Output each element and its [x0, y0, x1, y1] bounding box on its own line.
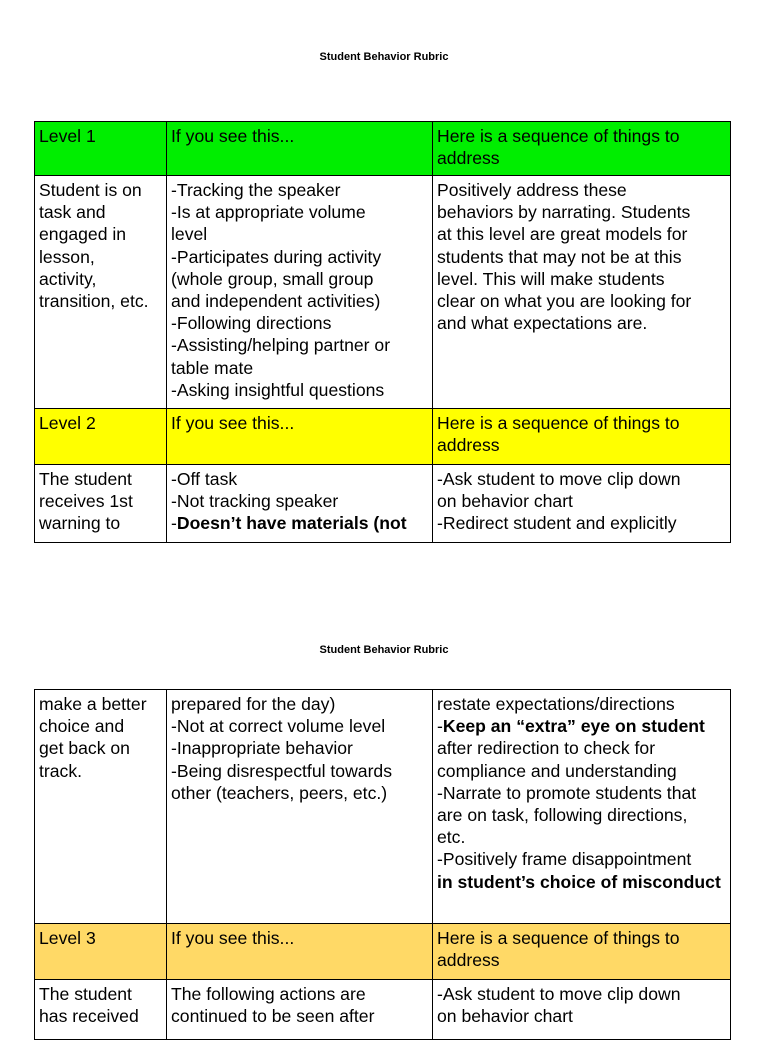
page-title: Student Behavior Rubric: [319, 644, 449, 656]
action-heading: Here is a sequence of things to address: [433, 122, 731, 176]
level1-observations: -Tracking the speaker -Is at appropriate volume level -Participates during activity (whole group, small group and independent activities) -Following directions -Assisting/helping partner or table mate -Asking insightful questions: [167, 176, 433, 409]
level3-description: The student has received: [35, 980, 167, 1040]
level2-observations: -Off task -Not tracking speaker -Doesn’t have materials (not: [167, 465, 433, 543]
level2-actions-cont: restate expectations/directions -Keep an “extra” eye on student after redirection to check for compliance and understanding -Narrate to promote students that are on task, following directions, etc. -Positively frame disappointment in student’s choice of misconduct: [433, 690, 731, 924]
observation-heading: If you see this...: [167, 924, 433, 980]
level2-header-row: [35, 409, 731, 465]
level1-actions: Positively address these behaviors by narrating. Students at this level are great models for students that may not be at this level. This will make students clear on what you are looking for and what expectations are.: [433, 176, 731, 409]
level-label: Level 1: [35, 122, 167, 176]
page-title: Student Behavior Rubric: [319, 51, 449, 63]
level-label: Level 3: [35, 924, 167, 980]
level1-description: Student is on task and engaged in lesson, activity, transition, etc.: [35, 176, 167, 409]
level3-body-row: [35, 980, 731, 1040]
level2-description-cont: make a better choice and get back on track.: [35, 690, 167, 924]
level1-body-row: [35, 176, 731, 409]
level2-continued-row: [35, 690, 731, 924]
level1-header-row: [35, 122, 731, 176]
level3-header-row: [35, 924, 731, 980]
level2-observations-cont: prepared for the day) -Not at correct volume level -Inappropriate behavior -Being disrespectful towards other (teachers, peers, etc.): [167, 690, 433, 924]
level2-body-row: [35, 465, 731, 543]
rubric-table-page2: [34, 689, 731, 1040]
level2-description: The student receives 1st warning to: [35, 465, 167, 543]
observation-heading: If you see this...: [167, 122, 433, 176]
observation-heading: If you see this...: [167, 409, 433, 465]
level-label: Level 2: [35, 409, 167, 465]
action-heading: Here is a sequence of things to address: [433, 409, 731, 465]
level3-observations: The following actions are continued to be seen after: [167, 980, 433, 1040]
rubric-table-page1: [34, 121, 731, 543]
level3-actions: -Ask student to move clip down on behavior chart: [433, 980, 731, 1040]
level2-actions: -Ask student to move clip down on behavior chart -Redirect student and explicitly: [433, 465, 731, 543]
action-heading: Here is a sequence of things to address: [433, 924, 731, 980]
